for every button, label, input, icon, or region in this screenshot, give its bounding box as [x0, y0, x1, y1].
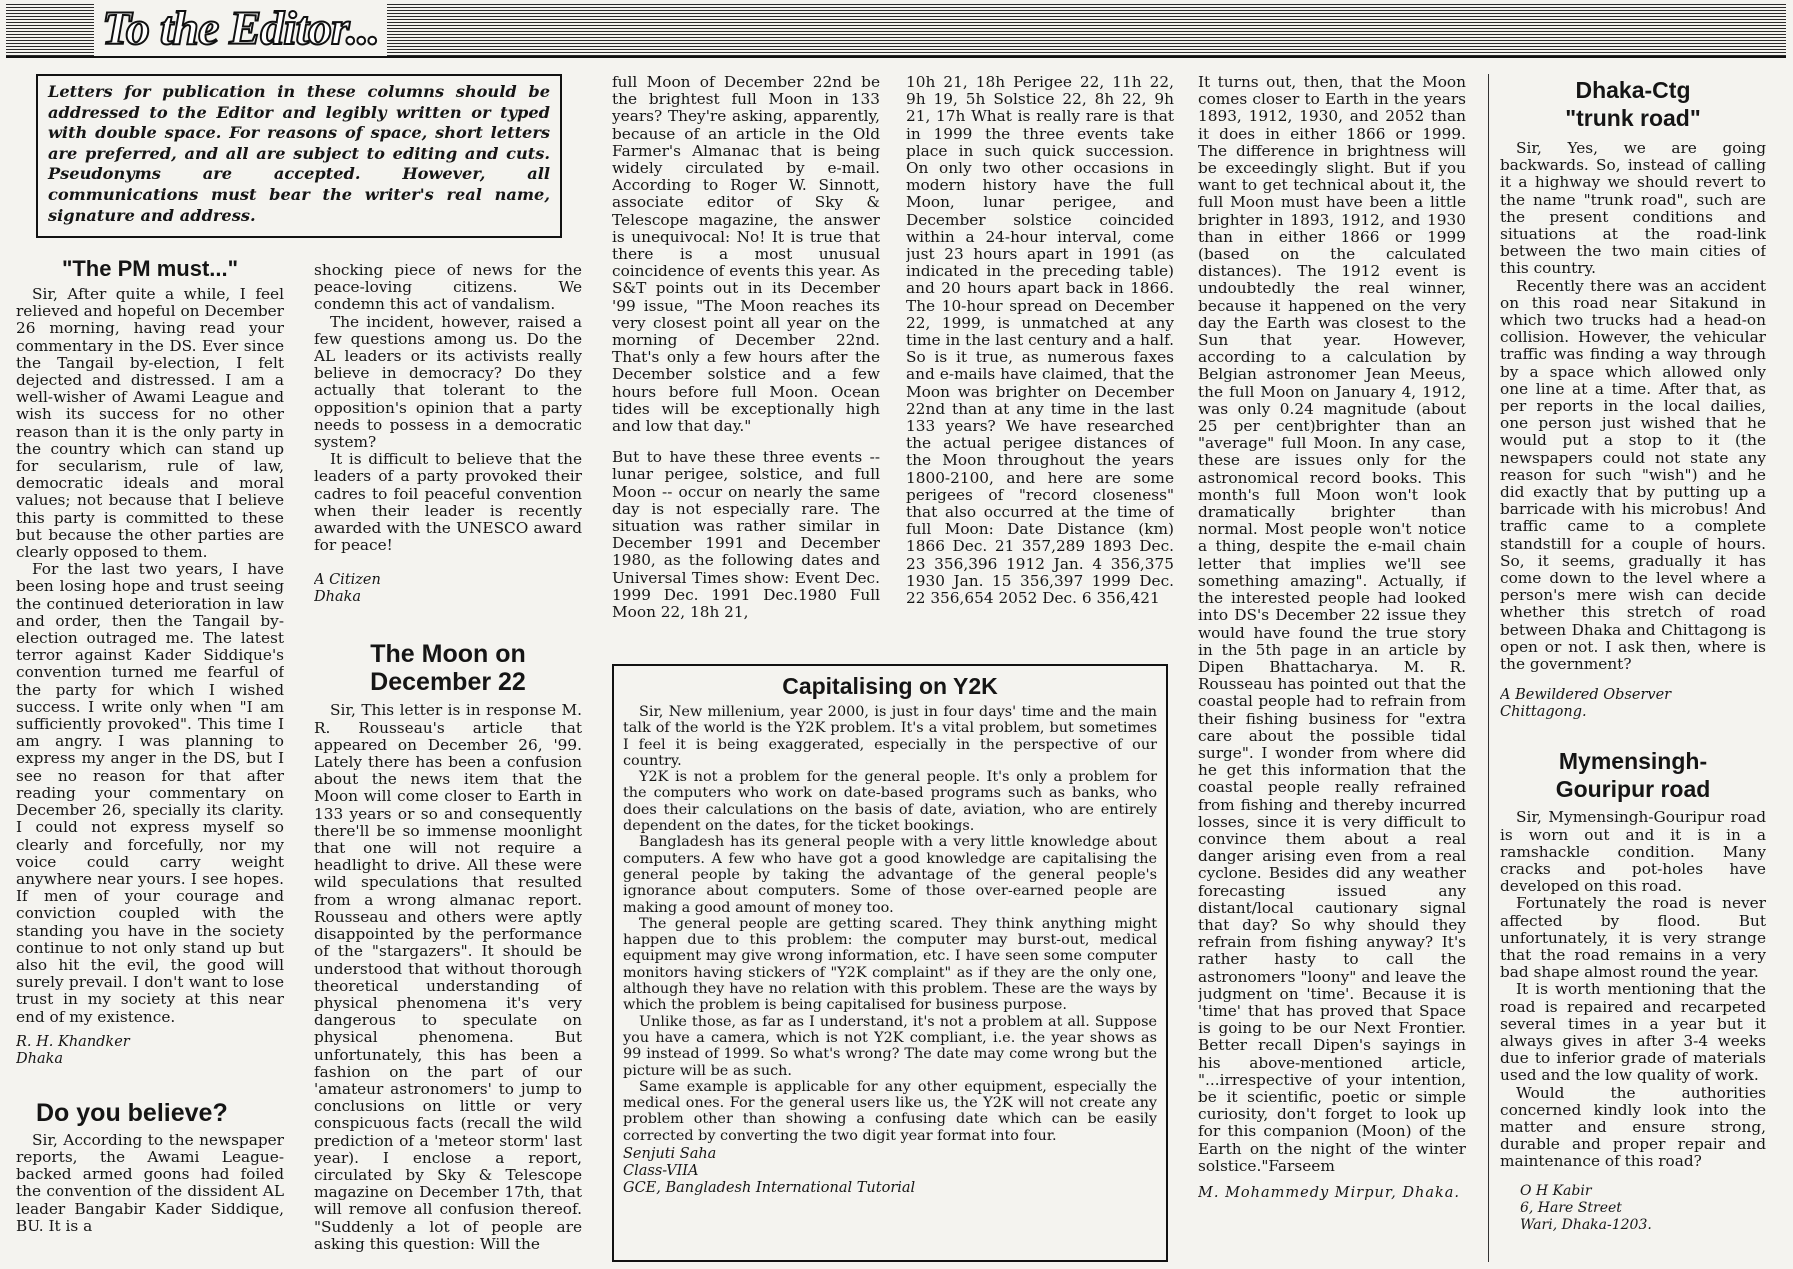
moon-letter-paragraph: It turns out, then, that the Moon comes closer to Earth in the years 1893, 1912, 1930, and 2052 than it does in either 1866 or 1999. The difference in brightness will be exceedingly slight. But if you want to get technical about it, the full Moon must have been a little brighter in 1893, 1912, and 1930 than in either 1866 or 1999 (based on the calculated distances). The 1912 event is undoubtedly the real winner, because it happened on the very day the Earth was closest to the Sun that year. However, according to a calculation by Belgian astronomer Jean Meeus, the full Moon on January 4, 1912, was only 0.24 magnitude (about 25 per cent)brighter than an "average" full Moon. In any case, these are issues only for the astronomical record books. This month's full Moon won't look dramatically brighter than normal. Most people won't notice a thing, despite the e-mail chain letter that implies we'll see something amazing". Actually, if the interested people had looked into DS's December 22 issue they would have found the true story in the 5th page in an article by Dipen Bhattacharya. M. R. Rousseau has pointed out that the coastal people had to refrain from their fishing business for "extra care about the possible tidal surge". I wonder from where did he get this information that the coastal people really refrained from fishing and thereby incurred losses, since it is very difficult to convince them about a real danger arising even from a real cyclone. Besides did any weather forecasting issued any distant/local cautionary signal that day? So why should they refrain from fishing anyway? It's rather hasty to call the astronomers "loony" and leave the judgment on 'time'. Because it is 'time' that has proved that Space is going to be our Next Frontier. Better recall Dipen's sayings in his above-mentioned article, "...irrespective of your intention, be it scientific, poetic or simple curiosity, don't forget to look up for this companion (Moon) of the Earth on the night of the winter solstice."Farseem [1198, 74, 1466, 1175]
y2k-letter-box [612, 664, 1168, 1262]
road-letter-title [1500, 747, 1766, 803]
road-letter-paragraph: Sir, Mymensingh-Gouripur road is worn out and it is in a ramshackle condition. Many cracks and pot-holes have developed on this road. [1500, 808, 1766, 896]
signature-name: Senjuti Saha [623, 1146, 717, 1163]
road-letter-paragraph: Fortunately the road is never affected by flood. But unfortunately, it is very strange that the road remains in a very bad shape almost round the year. [1500, 894, 1766, 982]
moon-letter-paragraph: Sir, This letter is in response M. R. Rousseau's article that appeared on December 26, '99. Lately there has been a confusion about the news item that the Moon will come closer to Earth in 133 years or so and consequently there'll be so immense moonlight that one will not require a headlight to drive. All these were wild speculations that resulted from a wrong almanac report. Rousseau and others were aptly disappointed by the performance of the "stargazers". It should be understood that without thorough theoretical understanding of physical phenomena it's very dangerous to speculate on physical phenomena. But unfortunately, this has been a fashion on the part of our 'amateur astronomers' to jump to conclusions on little or very conspicuous facts (recall the wild prediction of a 'meteor storm' last year). I enclose a report, circulated by Sky & Telescope magazine on December 17th, that will remove all confusion thereof. "Suddenly a lot of people are asking this question: Will the [314, 701, 582, 1253]
column-4 [906, 74, 1174, 654]
moon-letter-signature: M. Mohammedy Mirpur, Dhaka. [1198, 1185, 1461, 1201]
y2k-letter-title: Capitalising on Y2K [782, 673, 998, 699]
moon-letter-paragraph: 10h 21, 18h Perigee 22, 11h 22, 9h 19, 5h Solstice 22, 8h 22, 9h 21, 17h What is really rare is that in 1999 the three events take place in such quick succession. On only two other occasions in modern history have the full Moon, lunar perigee, and December solstice coincided within a 24-hour interval, come just 23 hours apart in 1991 (as indicated in the preceding table) and 20 hours apart back in 1866. The 10-hour spread on December 22, 1999, is unmatched at any time in the last century and a half. So is it true, as numerous faxes and e-mails have claimed, that the Moon was brighter on December 22nd than at any time in the last 133 years? We have researched the actual perigee distances of the Moon throughout the years 1800-2100, and here are some perigees of "record closeness" that also occurred at the time of full Moon: Date Distance (km) 1866 Dec. 21 357,289 1893 Dec. 23 356,396 1912 Jan. 4 356,375 1930 Jan. 15 356,397 1999 Dec. 22 356,654 2052 Dec. 6 356,421 [906, 74, 1174, 608]
believe-letter-paragraph: It is difficult to believe that the leaders of a party provoked their cadres to foil peaceful convention when their leader is recently awarded with the UNESCO award for peace! [314, 450, 582, 555]
road-title-line-1: Mymensingh- [1558, 748, 1708, 775]
trunk-title-line-1: Dhaka-Ctg [1575, 77, 1691, 103]
pm-letter-signature [16, 1034, 284, 1068]
signature-place: Dhaka [16, 1050, 64, 1067]
banner-title: To the Editor... [94, 2, 387, 56]
column-1 [16, 256, 284, 1264]
believe-letter-title: Do you believe? [36, 1098, 228, 1127]
pm-letter-paragraph: Sir, After quite a while, I feel relieved and hopeful on December 26 morning, having read your commentary in the DS. Ever since the Tangail by-election, I felt dejected and distressed. I am a well-wisher of Awami League and wish its success for no other reason than it is the only party in the country which can stand up for secularism, rule of law, democratic ideals and moral values; not because that I believe this party is committed to these but because the other parties are clearly opposed to them. [16, 285, 284, 562]
column-divider [1488, 74, 1489, 1262]
road-letter-signature [1500, 1183, 1766, 1234]
believe-letter-paragraph: shocking piece of news for the peace-loving citizens. We condemn this act of vandalism. [314, 262, 582, 314]
editorial-notice: Letters for publication in these columns should be addressed to the Editor and legibly written or typed with double space. For reasons of space, short letters are preferred, and all are subject to editing and cuts. Pseudonyms are accepted. However, all communications must bear the writer's real name, signature and address. [36, 74, 562, 238]
y2k-letter-paragraph: Bangladesh has its general people with a very little knowledge about computers. A few who have got a good knowledge are capitalising the general people by taking the advantage of the general people's ignorance about computers. Some of those over-earned people are making a good amount of money too. [623, 834, 1157, 916]
signature-name: A Citizen [314, 572, 381, 589]
road-letter-paragraph: Would the authorities concerned kindly look into the matter and ensure strong, durable and proper repair and maintenance of this road? [1500, 1083, 1766, 1171]
page-banner [6, 4, 1786, 58]
column-5 [1198, 74, 1466, 1264]
column-6 [1500, 76, 1766, 1264]
trunk-letter-title [1500, 76, 1766, 132]
signature-name: R. H. Khandker [16, 1033, 130, 1050]
pm-letter-title: "The PM must..." [61, 256, 239, 281]
signature-place: Chittagong. [1500, 704, 1587, 721]
believe-letter-paragraph: Sir, According to the newspaper reports, the Awami League-backed armed goons had foiled the convention of the dissident AL leader Bangabir Kader Siddique, BU. It is a [16, 1130, 284, 1235]
signature-school: GCE, Bangladesh International Tutorial [623, 1180, 916, 1197]
trunk-letter-signature [1500, 687, 1766, 721]
trunk-letter-paragraph: Sir, Yes, we are going backwards. So, instead of calling it a highway we should revert to the name "trunk road", such are the present conditions and situations at the road-link between the two main cities of this country. [1500, 139, 1766, 278]
signature-name: A Bewildered Observer [1500, 687, 1672, 704]
road-letter-paragraph: It is worth mentioning that the road is repaired and recarpeted several times in a year but it always gives in after 3-4 weeks due to inferior grade of materials used and the low quality of work. [1500, 980, 1766, 1085]
moon-letter-paragraph: But to have these three events -- lunar perigee, solstice, and full Moon -- occur on nearly the same day is not especially rare. The situation was rather similar in December 1991 and December 1980, as the following dates and Universal Times show: Event Dec. 1999 Dec. 1991 Dec.1980 Full Moon 22, 18h 21, [612, 448, 880, 622]
signature-address: 6, Hare Street [1520, 1199, 1622, 1216]
moon-letter-paragraph: full Moon of December 22nd be the brightest full Moon in 133 years? They're asking, apparently, because of an article in the Old Farmer's Almanac that is being widely circulated by e-mail. According to Roger W. Sinnott, associate editor of Sky & Telescope magazine, the answer is unequivocal: No! It is true that there is a most unusual coincidence of events this year. As S&T points out in its December '99 issue, "The Moon reaches its very closest point all year on the morning of December 22nd. That's only a few hours after the December solstice and a few hours before full Moon. Ocean tides will be exceptionally high and low that day." [612, 74, 880, 436]
signature-place: Dhaka [314, 589, 362, 606]
y2k-letter-paragraph: Unlike those, as far as I understand, it's not a problem at all. Suppose you have a camera, which is not Y2K compliant, i.e. the year shows as 99 instead of 1999. So what's wrong? The date may come wrong but the picture will be as such. [623, 1013, 1157, 1079]
y2k-letter-paragraph: Y2K is not a problem for the general people. It's only a problem for the computers who work on date-based programs such as banks, who does their calculations on the basis of date, aviation, who are entirely dependent on the dates, for the ticket bookings. [623, 769, 1157, 835]
signature-class: Class-VIIA [623, 1163, 699, 1180]
signature-name: O H Kabir [1520, 1182, 1592, 1199]
trunk-letter-paragraph: Recently there was an accident on this road near Sitakund in which two trucks had a head-on collision. However, the vehicular traffic was finding a way through by a space which allowed only one line at a time. After that, as per reports in the local dailies, one person just wished that he would put a stop to it (the newspapers could not state any reason for such "wish") and he did exactly that by putting up a barricade with his microbus! And traffic came to a complete standstill for a couple of hours. So, it seems, gradually it has come down to the level where a person's mere wish can decide whether this stretch of road between Dhaka and Chittagong is open or not. I ask then, where is the government? [1500, 276, 1766, 674]
column-3 [612, 74, 880, 654]
pm-letter-paragraph: For the last two years, I have been losing hope and trust seeing the continued deterioration in law and order, then the Tangail by-election outraged me. The latest terror against Kader Siddique's convention turned me fearful of the party for which I wished success. I write only when "I am sufficiently provoked". This time I am angry. I was planning to express my anger in the DS, but I see no reason for that after reading your commentary on December 26, specially its clarity. I could not express myself so clearly and forcefully, nor my voice could carry weight anywhere near yours. I see hopes. If men of your courage and conviction coupled with the standing you have in the society continue to not only stand up but also hit the evil, the good will surely prevail. I don't want to lose trust in my society at this near end of my existence. [16, 560, 284, 1026]
trunk-title-line-2: "trunk road" [1565, 105, 1701, 131]
y2k-letter-paragraph: Same example is applicable for any other equipment, especially the medical ones. For the general users like us, the Y2K will not create any problem other than showing a confusing date which can be easily corrected by converting the two digit year format into four. [623, 1078, 1157, 1144]
signature-address: Wari, Dhaka-1203. [1520, 1216, 1652, 1233]
y2k-letter-paragraph: Sir, New millenium, year 2000, is just in four days' time and the main talk of the world is the Y2K problem. It's a vital problem, but sometimes I feel it is being exaggerated, especially in the perspective of our country. [623, 704, 1157, 769]
believe-letter-paragraph: The incident, however, raised a few questions among us. Do the AL leaders or its activists really believe in democracy? Do they actually that tolerant to the opposition's opinion that a party needs to possess in a democratic system? [314, 312, 582, 452]
moon-letter-title: The Moon on December 22 [370, 640, 526, 697]
column-2 [314, 262, 582, 1264]
y2k-letter-paragraph: The general people are getting scared. They think anything might happen due to this problem: the computer may burst-out, medical equipment may give wrong information, etc. I have seen some computer monitors having stickers of "Y2K complaint" as if they are the only one, although they have no relation with this problem. These are the ways by which the problem is being capitalised for business purpose. [623, 915, 1157, 1014]
believe-letter-signature [314, 572, 582, 606]
y2k-letter-signature [623, 1146, 1157, 1197]
road-title-line-2: Gouripur road [1555, 776, 1711, 803]
